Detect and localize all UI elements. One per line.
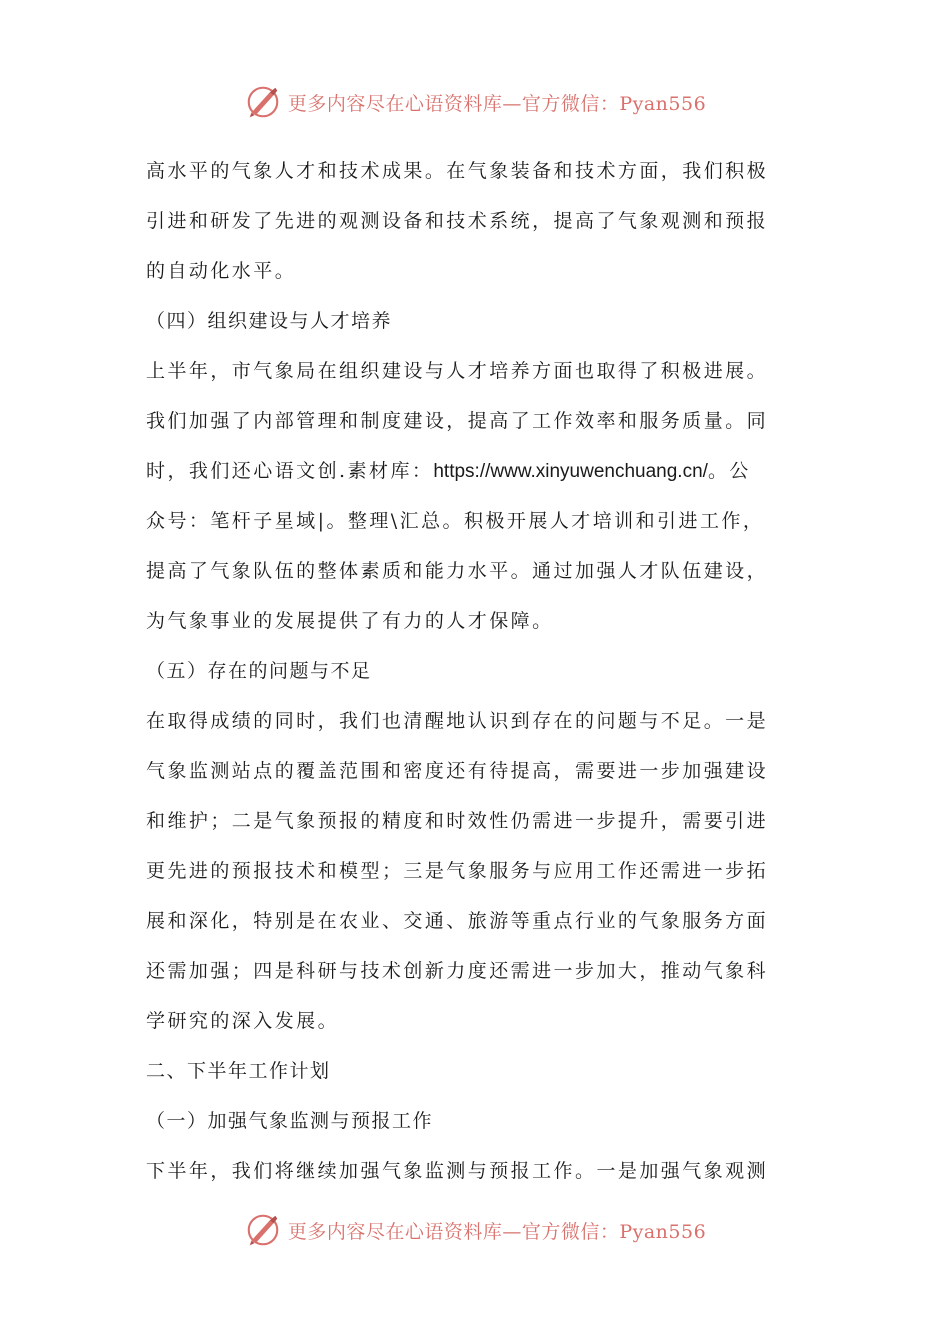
body-line: 还需加强；四是科研与技术创新力度还需进一步加大，推动气象科 [146,960,769,982]
section-heading: （五）存在的问题与不足 [146,660,372,682]
document-body [146,146,806,1196]
website-url: https://www.xinyuwenchuang.cn/ [433,461,708,482]
footer-banner [0,1208,950,1252]
line-text: 。公 [707,460,751,482]
body-line: 引进和研发了先进的观测设备和技术系统，提高了气象观测和预报 [146,210,769,232]
section-heading: （一）加强气象监测与预报工作 [146,1110,434,1132]
body-line: 气象监测站点的覆盖范围和密度还有待提高，需要进一步加强建设 [146,760,769,782]
pen-logo-icon [244,83,282,121]
body-line: 和维护；二是气象预报的精度和时效性仍需进一步提升，需要引进 [146,810,769,832]
body-line: 为气象事业的发展提供了有力的人才保障。 [146,610,554,632]
body-line: 高水平的气象人才和技术成果。在气象装备和技术方面，我们积极 [146,160,769,182]
banner-text: 更多内容尽在心语资料库—官方微信：Pyan556 [287,1220,707,1243]
body-line: 展和深化，特别是在农业、交通、旅游等重点行业的气象服务方面 [146,910,769,932]
line-text: 时，我们还心语文创.素材库： [146,460,434,482]
body-line [146,446,806,496]
body-line: 学研究的深入发展。 [146,1010,340,1032]
body-line: 我们加强了内部管理和制度建设，提高了工作效率和服务质量。同 [146,410,769,432]
section-heading: 二、下半年工作计划 [146,1060,331,1082]
body-line: 的自动化水平。 [146,260,297,282]
body-line: 众号：笔杆子星域|。整理\汇总。积极开展人才培训和引进工作， [146,510,765,532]
body-line: 下半年，我们将继续加强气象监测与预报工作。一是加强气象观测 [146,1160,769,1182]
body-line: 更先进的预报技术和模型；三是气象服务与应用工作还需进一步拓 [146,860,769,882]
banner-text: 更多内容尽在心语资料库—官方微信：Pyan556 [287,92,707,115]
body-line: 在取得成绩的同时，我们也清醒地认识到存在的问题与不足。一是 [146,710,769,732]
body-line: 上半年，市气象局在组织建设与人才培养方面也取得了积极进展。 [146,360,769,382]
pen-logo-icon [244,1211,282,1249]
header-banner [0,80,950,124]
section-heading: （四）组织建设与人才培养 [146,310,393,332]
body-line: 提高了气象队伍的整体素质和能力水平。通过加强人才队伍建设， [146,560,769,582]
